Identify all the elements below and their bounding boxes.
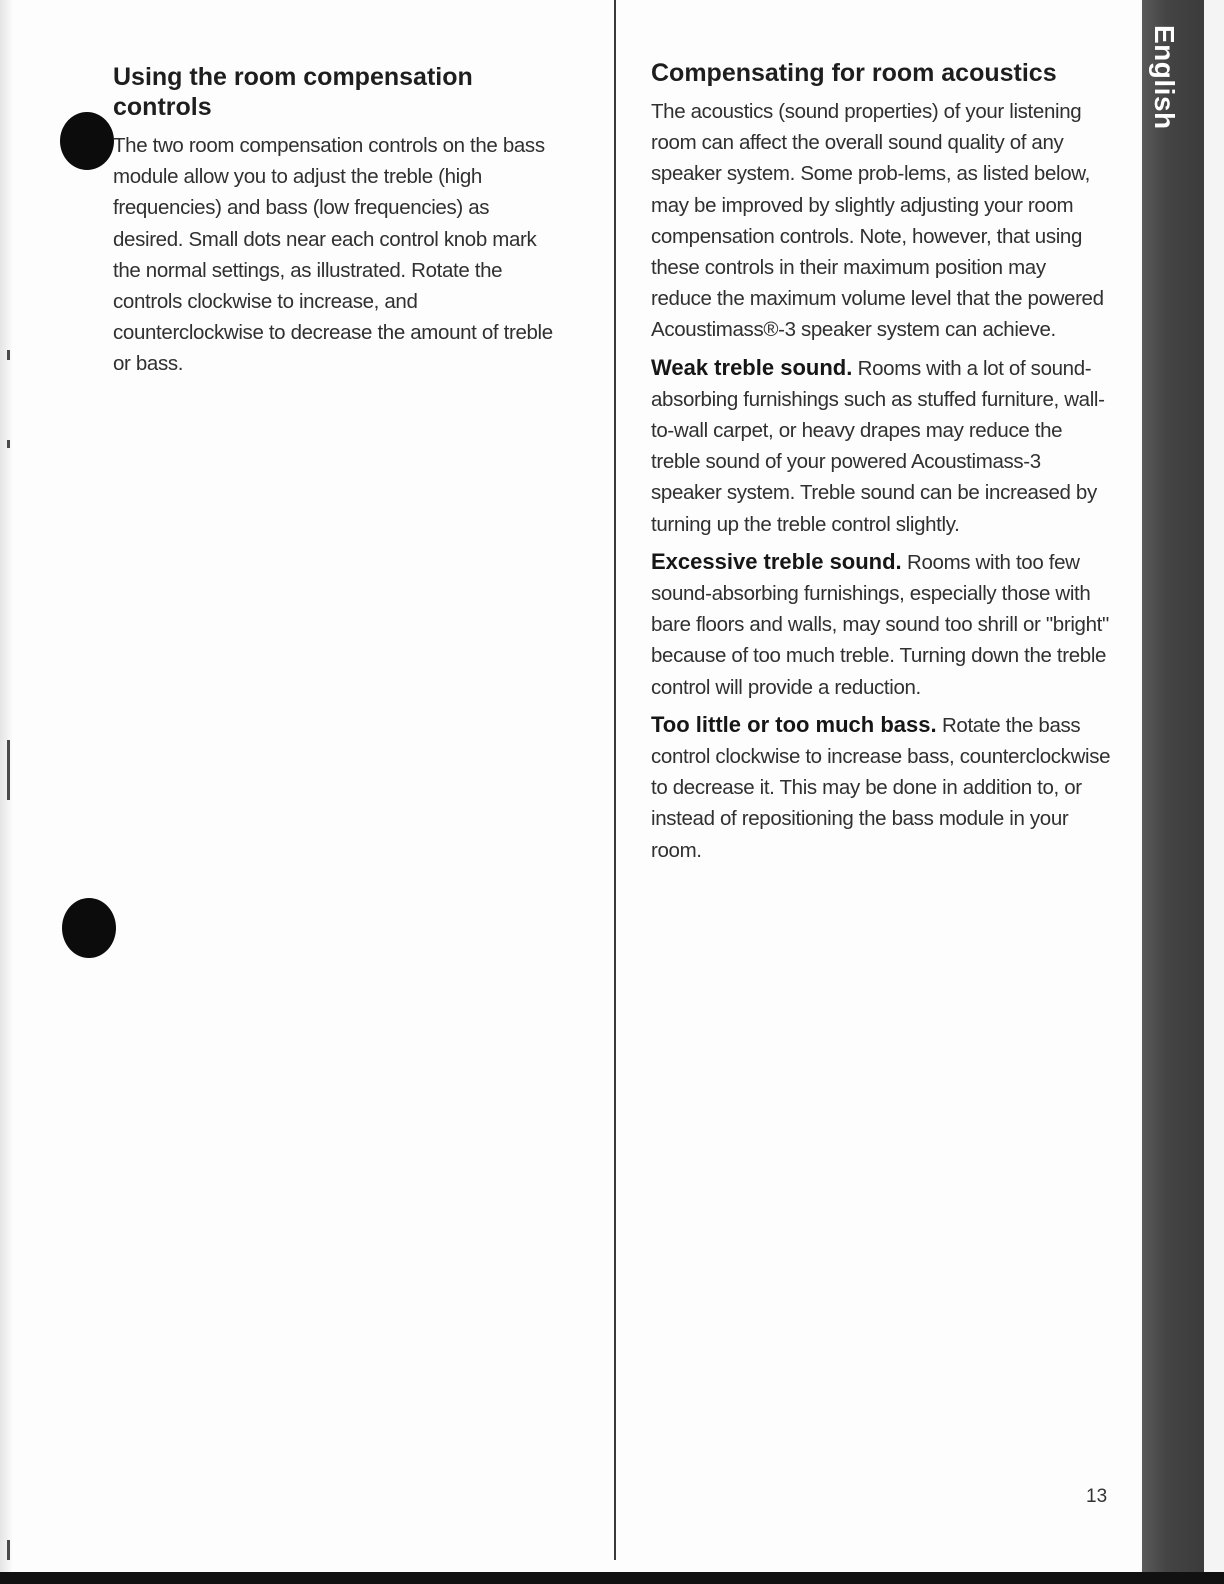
page-edge-right (1204, 0, 1224, 1584)
section-room-acoustics (651, 58, 1111, 872)
issue-bass-level (651, 709, 1111, 866)
issue-title: Excessive treble sound. (651, 548, 902, 574)
scan-bottom-edge (0, 1572, 1224, 1584)
issue-text: Rooms with too few sound-absorbing furnishings, especially those with bare floors and walls, may sound too shrill or "bright" because of too much treble. Turning down the treble control will provide a reduction. (651, 550, 1109, 699)
section-heading: Using the room compensation controls (113, 63, 473, 121)
section-room-compensation-controls (113, 62, 563, 386)
issue-excessive-treble (651, 546, 1111, 703)
page-edge-shadow (0, 0, 12, 1584)
page-number: 13 (1086, 1486, 1108, 1507)
scan-mark (7, 1540, 10, 1560)
issue-title: Weak treble sound. (651, 354, 853, 380)
binder-hole-bottom (62, 898, 116, 958)
issue-text: Rotate the bass control clockwise to increase bass, counterclockwise to decrease it. This may be done in addition to, or instead of repositioning the bass module in your room. (651, 713, 1111, 862)
issue-text: Rooms with a lot of sound-absorbing furnishings such as stuffed furniture, wall-to-wall carpet, or heavy drapes may reduce the treble sound of your powered Acoustimass-3 speaker system. Treble sound can be increased by turning up the treble control slightly. (651, 356, 1105, 536)
language-tab-label: English (1149, 25, 1180, 130)
binder-hole-top (60, 112, 114, 170)
issue-title: Too little or too much bass. (651, 711, 937, 737)
section-heading: Compensating for room acoustics (651, 59, 1057, 87)
page-gutter-divider (614, 0, 616, 1560)
scan-mark (7, 350, 10, 360)
section-intro: The acoustics (sound properties) of your listening room can affect the overall sound quality of any speaker system. Some prob-lems, as listed below, may be improved by slightly adjusting your room compensation controls. Note, however, that using these controls in their maximum position may reduce the maximum volume level that the powered Acoustimass®-3 speaker system can achieve. (651, 100, 1104, 342)
issue-weak-treble (651, 352, 1111, 540)
scan-mark (7, 440, 10, 448)
scan-mark (7, 740, 10, 800)
section-body: The two room compensation controls on the bass module allow you to adjust the treble (high frequencies) and bass (low frequencies) as desired. Small dots near each control knob mark the normal settings, as illustrated. Rotate the controls clockwise to increase, and counterclockwise to decrease the amount of treble or bass. (113, 134, 553, 376)
language-tab (1142, 0, 1204, 1572)
